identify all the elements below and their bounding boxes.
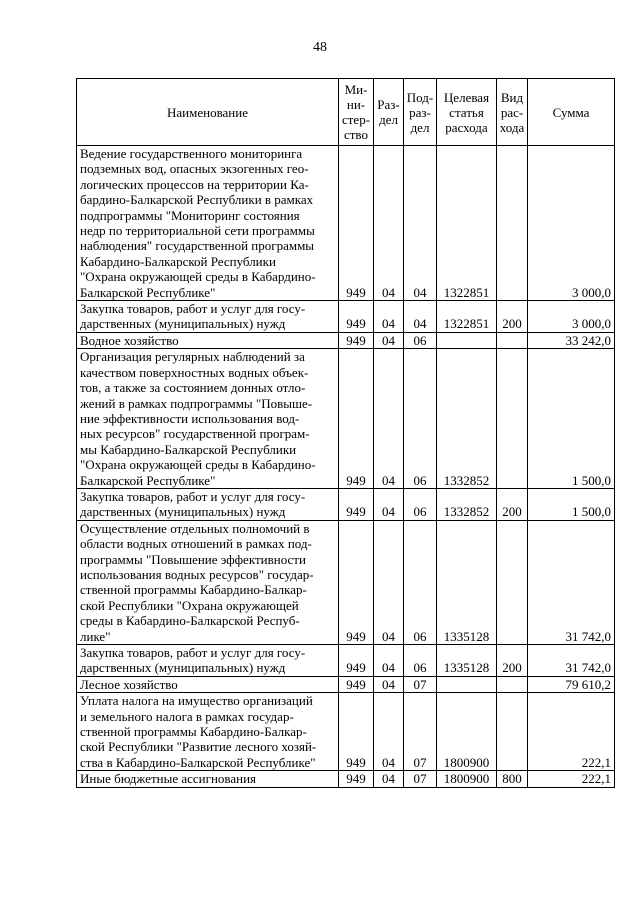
row-section: 04 <box>374 693 404 771</box>
row-section: 04 <box>374 520 404 644</box>
table-row <box>77 301 615 333</box>
row-target: 1800900 <box>437 771 497 787</box>
row-name: Лесное хозяйство <box>77 676 339 692</box>
row-ministry: 949 <box>339 301 374 333</box>
row-amount: 3 000,0 <box>528 301 615 333</box>
row-amount: 31 742,0 <box>528 520 615 644</box>
row-section: 04 <box>374 645 404 677</box>
row-section: 04 <box>374 676 404 692</box>
row-section: 04 <box>374 332 404 348</box>
table-row <box>77 771 615 787</box>
table-row <box>77 332 615 348</box>
row-ministry: 949 <box>339 349 374 489</box>
row-amount: 222,1 <box>528 693 615 771</box>
row-ministry: 949 <box>339 146 374 301</box>
row-expense-type <box>497 520 528 644</box>
row-name: Иные бюджетные ассигнования <box>77 771 339 787</box>
row-expense-type: 800 <box>497 771 528 787</box>
row-name: Закупка товаров, работ и услуг для госу- дарственных (муниципальных) нужд <box>77 301 339 333</box>
table-row <box>77 488 615 520</box>
row-subsection: 06 <box>404 520 437 644</box>
row-subsection: 06 <box>404 645 437 677</box>
row-expense-type: 200 <box>497 301 528 333</box>
row-section: 04 <box>374 301 404 333</box>
row-target: 1322851 <box>437 146 497 301</box>
row-target: 1800900 <box>437 693 497 771</box>
table-row <box>77 520 615 644</box>
row-subsection: 07 <box>404 693 437 771</box>
header-amount: Сумма <box>528 79 615 146</box>
row-name: Ведение государственного мониторинга подземных вод, опасных экзогенных гео- логических процессов на территории Ка- бардино-Балкарской Республики в рамках подпрограммы "Мониторинг состояния недр по территориальной сети программы наблюдения" государственной программы Кабардино-Балкарской Республики "Охрана окружающей среды в Кабардино- Балкарской Республике" <box>77 146 339 301</box>
row-name: Организация регулярных наблюдений за качеством поверхностных водных объек- тов, а также за состоянием донных отло- жений в рамках подпрограммы "Повыше- ние эффективности использования вод- ных ресурсов" государственной програм- мы Кабардино-Балкарской Республики "Охрана окружающей среды в Кабардино- Балкарской Республике" <box>77 349 339 489</box>
row-expense-type <box>497 693 528 771</box>
budget-table <box>76 78 615 788</box>
row-name: Уплата налога на имущество организаций и земельного налога в рамках государ- ственной программы Кабардино-Балкар- ской Республики "Развитие лесного хозяй- ства в Кабардино-Балкарской Республике" <box>77 693 339 771</box>
row-amount: 79 610,2 <box>528 676 615 692</box>
row-subsection: 07 <box>404 771 437 787</box>
row-name: Водное хозяйство <box>77 332 339 348</box>
row-amount: 31 742,0 <box>528 645 615 677</box>
row-target <box>437 676 497 692</box>
row-expense-type <box>497 332 528 348</box>
page-number: 48 <box>313 40 327 55</box>
row-expense-type: 200 <box>497 488 528 520</box>
row-ministry: 949 <box>339 693 374 771</box>
row-name: Закупка товаров, работ и услуг для госу- дарственных (муниципальных) нужд <box>77 488 339 520</box>
row-amount: 1 500,0 <box>528 349 615 489</box>
row-expense-type <box>497 676 528 692</box>
row-name: Закупка товаров, работ и услуг для госу- дарственных (муниципальных) нужд <box>77 645 339 677</box>
row-expense-type: 200 <box>497 645 528 677</box>
row-ministry: 949 <box>339 332 374 348</box>
row-target: 1322851 <box>437 301 497 333</box>
row-amount: 33 242,0 <box>528 332 615 348</box>
table-row <box>77 349 615 489</box>
row-name: Осуществление отдельных полномочий в области водных отношений в рамках под- программы "Повышение эффективности использования водных ресурсов" государ- ственной программы Кабардино-Балкар- ской Республики "Охрана окружающей среды в Кабардино-Балкарской Респуб- лике" <box>77 520 339 644</box>
header-section: Раз- дел <box>374 79 404 146</box>
header-expense-type: Вид рас- хода <box>497 79 528 146</box>
row-subsection: 06 <box>404 488 437 520</box>
row-subsection: 06 <box>404 332 437 348</box>
header-row <box>77 79 615 146</box>
row-amount: 1 500,0 <box>528 488 615 520</box>
row-subsection: 07 <box>404 676 437 692</box>
table-row <box>77 676 615 692</box>
row-subsection: 04 <box>404 146 437 301</box>
table-row <box>77 645 615 677</box>
row-section: 04 <box>374 146 404 301</box>
row-amount: 3 000,0 <box>528 146 615 301</box>
row-expense-type <box>497 349 528 489</box>
row-section: 04 <box>374 349 404 489</box>
row-ministry: 949 <box>339 771 374 787</box>
table-row <box>77 693 615 771</box>
row-ministry: 949 <box>339 520 374 644</box>
row-expense-type <box>497 146 528 301</box>
row-target: 1335128 <box>437 645 497 677</box>
row-target: 1332852 <box>437 349 497 489</box>
row-target: 1335128 <box>437 520 497 644</box>
row-ministry: 949 <box>339 676 374 692</box>
row-ministry: 949 <box>339 488 374 520</box>
table-body <box>77 146 615 788</box>
row-ministry: 949 <box>339 645 374 677</box>
row-subsection: 06 <box>404 349 437 489</box>
row-amount: 222,1 <box>528 771 615 787</box>
table-row <box>77 146 615 301</box>
header-ministry: Ми- ни- стер- ство <box>339 79 374 146</box>
header-target: Целевая статья расхода <box>437 79 497 146</box>
row-section: 04 <box>374 488 404 520</box>
row-section: 04 <box>374 771 404 787</box>
row-target: 1332852 <box>437 488 497 520</box>
row-target <box>437 332 497 348</box>
header-subsection: Под- раз- дел <box>404 79 437 146</box>
row-subsection: 04 <box>404 301 437 333</box>
header-name: Наименование <box>77 79 339 146</box>
